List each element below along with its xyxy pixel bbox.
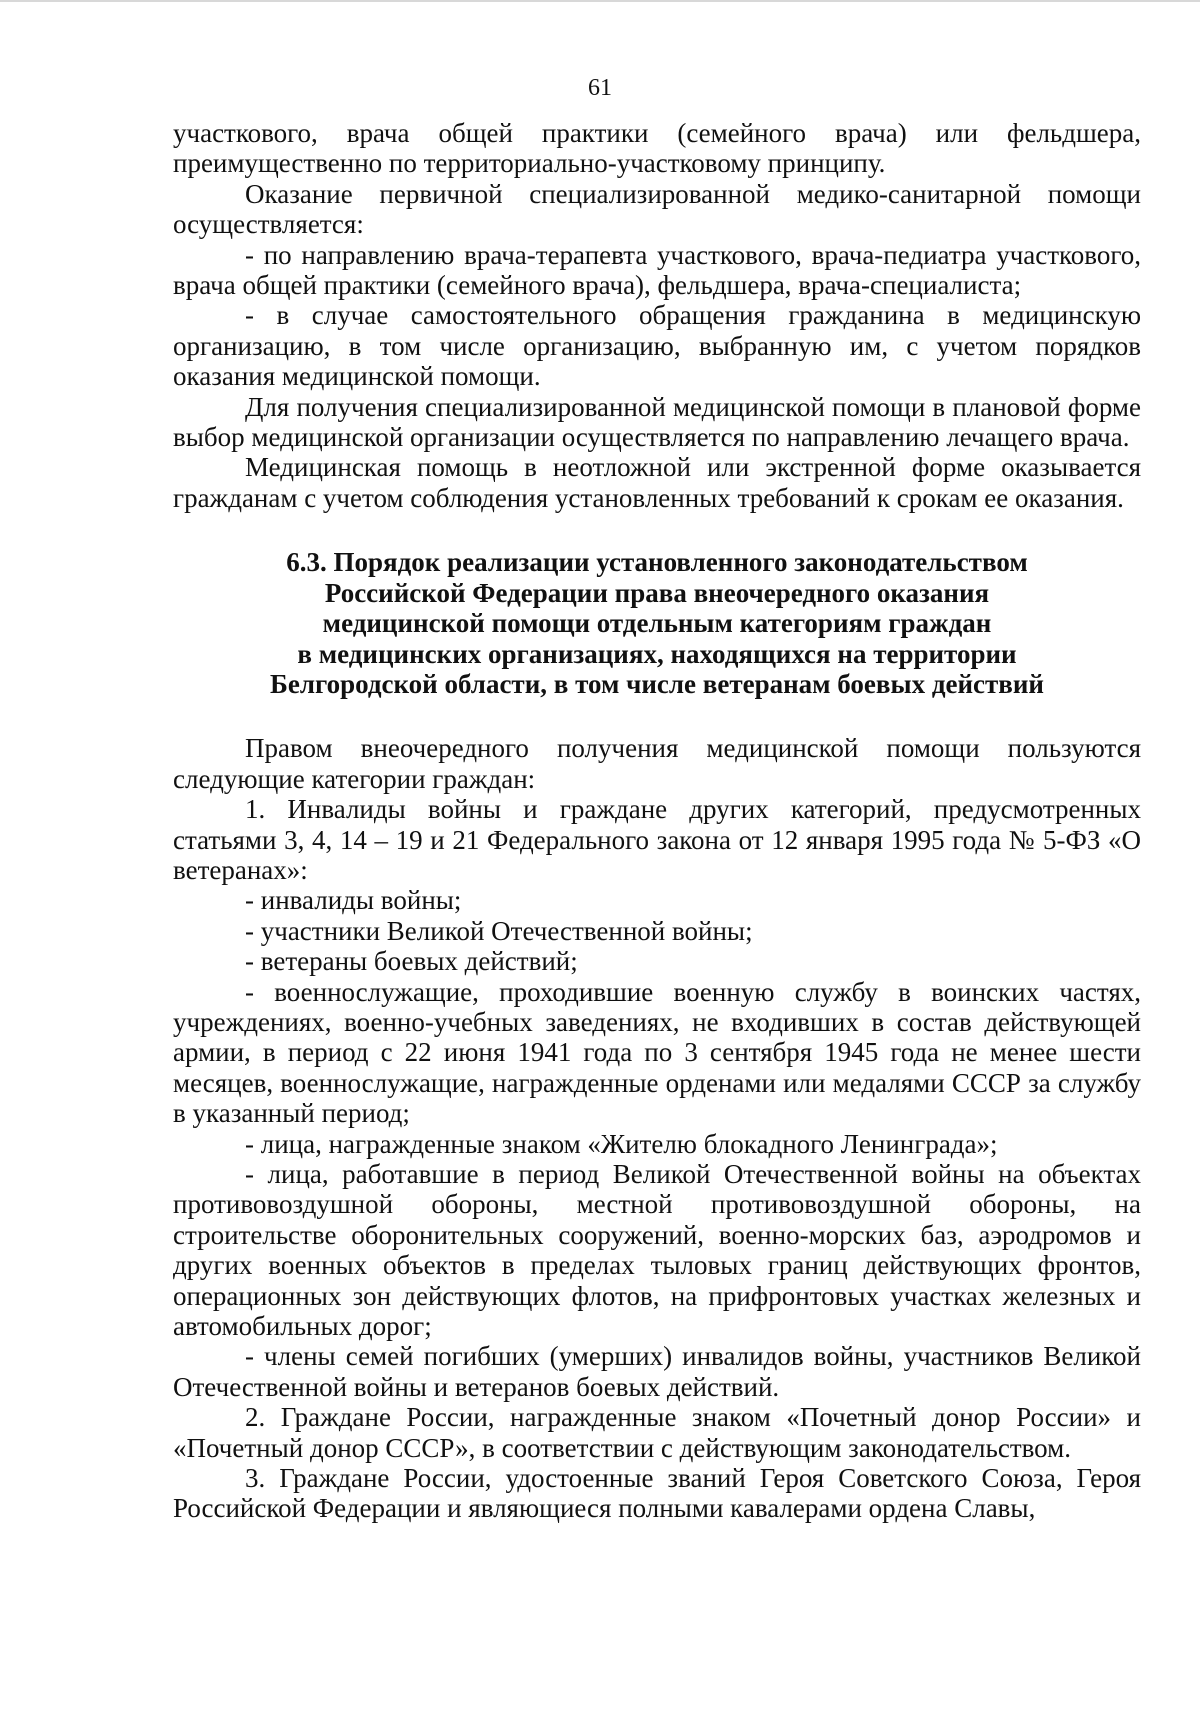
page-top-edge (0, 0, 1200, 2)
paragraph: участкового, врача общей практики (семейного врача) или фельдшера, преимущественно по территориально-участковому принципу. (173, 118, 1141, 179)
list-item: - по направлению врача-терапевта участкового, врача-педиатра участкового, врача общей практики (семейного врача), фельдшера, врача-специалиста; (173, 239, 1141, 301)
section-heading-line: Белгородской области, в том числе ветеранам боевых действий (270, 668, 1044, 699)
list-item: - участники Великой Отечественной войны; (245, 915, 753, 946)
section-heading-line: в медицинских организациях, находящихся на территории (297, 638, 1017, 669)
section-heading (173, 547, 1141, 699)
list-item: - лица, работавшие в период Великой Отечественной войны на объектах противовоздушной обороны, местной противовоздушной обороны, на строительстве оборонительных сооружений, военно-морских баз, аэродромов и других военных объектов в пределах тыловых границ действующих фронтов, операционных зон действующих флотов, на прифронтовых участках железных и автомобильных дорог; (173, 1159, 1141, 1342)
paragraph: Оказание первичной специализированной медико-санитарной помощи осуществляется: (173, 178, 1141, 240)
section-heading-line: 6.3. Порядок реализации установленного законодательством (286, 547, 1028, 578)
list-item: - инвалиды войны; (245, 885, 462, 916)
document-body (173, 118, 1141, 1524)
numbered-item: 1. Инвалиды войны и граждане других категорий, предусмотренных статьями 3, 4, 14 – 19 и 21 Федерального закона от 12 января 1995 года № 5-ФЗ «О ветеранах»: (173, 794, 1141, 885)
list-item: - в случае самостоятельного обращения гражданина в медицинскую организацию, в том числе организацию, выбранную им, с учетом порядков оказания медицинской помощи. (173, 300, 1141, 392)
section-heading-line: медицинской помощи отдельным категориям граждан (322, 608, 992, 639)
list-item: - члены семей погибших (умерших) инвалидов войны, участников Великой Отечественной войны и ветеранов боевых действий. (173, 1341, 1141, 1402)
paragraph: Медицинская помощь в неотложной или экстренной форме оказывается гражданам с учетом соблюдения установленных требований к срокам ее оказания. (173, 452, 1141, 513)
paragraph: Для получения специализированной медицинской помощи в плановой форме выбор медицинской организации осуществляется по направлению лечащего врача. (173, 391, 1141, 453)
list-item: - военнослужащие, проходившие военную службу в воинских частях, учреждениях, военно-учебных заведениях, не входивших в состав действующей армии, в период с 22 июня 1941 года по 3 сентября 1945 года не менее шести месяцев, военнослужащие, награжденные орденами или медалями СССР за службу в указанный период; (173, 976, 1141, 1129)
list-item: - лица, награжденные знаком «Жителю блокадного Ленинграда»; (245, 1128, 998, 1159)
page-number: 61 (588, 75, 612, 101)
paragraph: Правом внеочередного получения медицинской помощи пользуются следующие категории граждан: (173, 733, 1141, 794)
section-heading-line: Российской Федерации права внеочередного оказания (324, 577, 990, 608)
list-item: - ветераны боевых действий; (245, 946, 578, 977)
numbered-item: 3. Граждане России, удостоенные званий Героя Советского Союза, Героя Российской Федерации и являющиеся полными кавалерами ордена Славы, (173, 1463, 1141, 1524)
numbered-item: 2. Граждане России, награжденные знаком «Почетный донор России» и «Почетный донор СССР», в соответствии с действующим законодательством. (173, 1402, 1141, 1463)
